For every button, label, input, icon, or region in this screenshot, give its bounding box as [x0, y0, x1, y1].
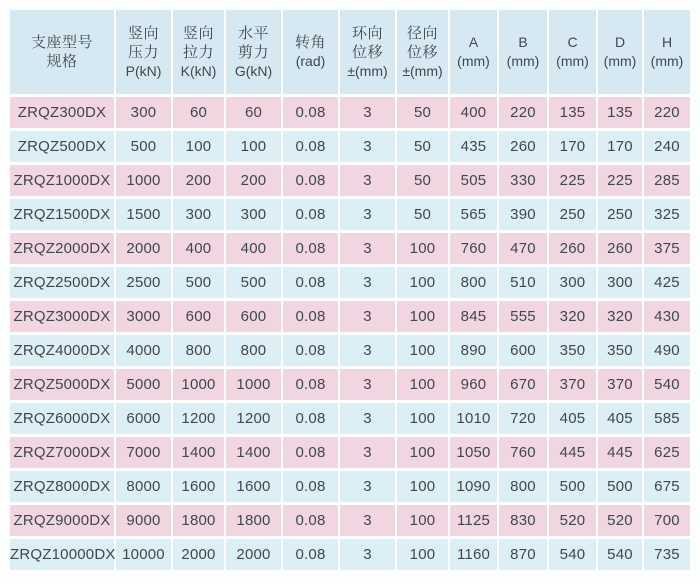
cell-model: ZRQZ500DX: [10, 131, 114, 162]
header-line: H: [661, 34, 673, 50]
cell-a: 1050: [450, 437, 497, 468]
cell-model: ZRQZ3000DX: [10, 301, 114, 332]
header-line: D: [614, 34, 626, 50]
header-line: 转角: [294, 34, 326, 51]
cell-d: 350: [598, 335, 642, 366]
cell-d: 370: [598, 369, 642, 400]
table-header: [10, 10, 690, 94]
table-row: [10, 403, 690, 434]
cell-p: 6000: [116, 403, 171, 434]
cell-b: 600: [499, 335, 547, 366]
cell-b: 800: [499, 471, 547, 502]
cell-k: 1200: [173, 403, 224, 434]
cell-a: 890: [450, 335, 497, 366]
cell-g: 600: [226, 301, 281, 332]
cell-rad: 0.08: [283, 437, 338, 468]
cell-c: 260: [549, 233, 596, 264]
table-row: [10, 131, 690, 162]
cell-c: 300: [549, 267, 596, 298]
table-body: [10, 97, 690, 570]
cell-radial: 100: [397, 505, 448, 536]
cell-ring: 3: [340, 437, 395, 468]
cell-b: 670: [499, 369, 547, 400]
cell-model: ZRQZ5000DX: [10, 369, 114, 400]
cell-model: ZRQZ7000DX: [10, 437, 114, 468]
cell-d: 260: [598, 233, 642, 264]
cell-p: 2500: [116, 267, 171, 298]
cell-k: 60: [173, 97, 224, 128]
cell-k: 1000: [173, 369, 224, 400]
cell-d: 320: [598, 301, 642, 332]
cell-a: 760: [450, 233, 497, 264]
table-row: [10, 199, 690, 230]
cell-h: 700: [644, 505, 690, 536]
cell-rad: 0.08: [283, 131, 338, 162]
cell-c: 135: [549, 97, 596, 128]
cell-h: 585: [644, 403, 690, 434]
cell-p: 2000: [116, 233, 171, 264]
cell-d: 500: [598, 471, 642, 502]
cell-a: 845: [450, 301, 497, 332]
cell-h: 540: [644, 369, 690, 400]
cell-h: 625: [644, 437, 690, 468]
cell-g: 1000: [226, 369, 281, 400]
cell-k: 1800: [173, 505, 224, 536]
cell-ring: 3: [340, 369, 395, 400]
header-cell-k: [173, 10, 224, 94]
cell-radial: 50: [397, 165, 448, 196]
header-line: 拉力: [182, 43, 214, 61]
header-line: C: [567, 34, 578, 50]
cell-a: 1160: [450, 539, 497, 570]
cell-model: ZRQZ2000DX: [10, 233, 114, 264]
cell-rad: 0.08: [283, 471, 338, 502]
cell-h: 285: [644, 165, 690, 196]
cell-b: 330: [499, 165, 547, 196]
cell-d: 405: [598, 403, 642, 434]
header-line: K(kN): [180, 62, 217, 79]
header-cell-rad: [283, 10, 338, 94]
header-line: 支座型号: [30, 34, 93, 51]
cell-h: 375: [644, 233, 690, 264]
header-cell-h: [644, 10, 690, 94]
header-cell-d: [598, 10, 642, 94]
spec-table-container: [8, 7, 692, 573]
header-line: 竖向: [127, 24, 159, 42]
cell-c: 320: [549, 301, 596, 332]
cell-c: 350: [549, 335, 596, 366]
cell-rad: 0.08: [283, 301, 338, 332]
cell-a: 435: [450, 131, 497, 162]
cell-g: 100: [226, 131, 281, 162]
cell-rad: 0.08: [283, 369, 338, 400]
cell-h: 220: [644, 97, 690, 128]
cell-k: 800: [173, 335, 224, 366]
cell-p: 500: [116, 131, 171, 162]
header-cell-model: [10, 10, 114, 94]
cell-g: 60: [226, 97, 281, 128]
cell-c: 445: [549, 437, 596, 468]
header-line: 水平: [237, 24, 269, 42]
table-row: [10, 505, 690, 536]
header-cell-p: [116, 10, 171, 94]
header-line: (rad): [295, 53, 326, 69]
header-line: 环向: [351, 24, 383, 42]
cell-g: 800: [226, 335, 281, 366]
header-line: (mm): [556, 53, 589, 69]
cell-k: 200: [173, 165, 224, 196]
table-row: [10, 165, 690, 196]
cell-ring: 3: [340, 199, 395, 230]
cell-radial: 100: [397, 335, 448, 366]
cell-g: 1800: [226, 505, 281, 536]
cell-model: ZRQZ6000DX: [10, 403, 114, 434]
cell-g: 1200: [226, 403, 281, 434]
bearing-spec-table: [8, 7, 692, 573]
cell-b: 390: [499, 199, 547, 230]
cell-k: 500: [173, 267, 224, 298]
cell-p: 1000: [116, 165, 171, 196]
cell-ring: 3: [340, 233, 395, 264]
cell-d: 445: [598, 437, 642, 468]
cell-p: 7000: [116, 437, 171, 468]
cell-k: 2000: [173, 539, 224, 570]
cell-p: 300: [116, 97, 171, 128]
cell-c: 540: [549, 539, 596, 570]
cell-model: ZRQZ2500DX: [10, 267, 114, 298]
cell-radial: 100: [397, 267, 448, 298]
cell-a: 565: [450, 199, 497, 230]
table-row: [10, 301, 690, 332]
cell-p: 1500: [116, 199, 171, 230]
cell-a: 960: [450, 369, 497, 400]
cell-h: 425: [644, 267, 690, 298]
cell-radial: 100: [397, 369, 448, 400]
header-line: 规格: [46, 53, 78, 70]
cell-h: 675: [644, 471, 690, 502]
cell-g: 400: [226, 233, 281, 264]
cell-radial: 50: [397, 97, 448, 128]
cell-b: 555: [499, 301, 547, 332]
header-cell-c: [549, 10, 596, 94]
cell-b: 830: [499, 505, 547, 536]
cell-ring: 3: [340, 97, 395, 128]
cell-c: 520: [549, 505, 596, 536]
cell-h: 430: [644, 301, 690, 332]
cell-p: 3000: [116, 301, 171, 332]
cell-d: 135: [598, 97, 642, 128]
cell-g: 500: [226, 267, 281, 298]
header-line: 压力: [127, 43, 159, 61]
cell-c: 405: [549, 403, 596, 434]
header-line: 位移: [351, 43, 383, 61]
cell-rad: 0.08: [283, 267, 338, 298]
cell-b: 510: [499, 267, 547, 298]
cell-d: 250: [598, 199, 642, 230]
header-line: 竖向: [182, 24, 214, 42]
header-line: (mm): [650, 53, 684, 69]
table-row: [10, 97, 690, 128]
header-line: 径向: [406, 24, 438, 42]
table-row: [10, 471, 690, 502]
cell-d: 225: [598, 165, 642, 196]
cell-rad: 0.08: [283, 335, 338, 366]
cell-h: 490: [644, 335, 690, 366]
cell-k: 600: [173, 301, 224, 332]
cell-radial: 100: [397, 233, 448, 264]
header-line: 剪力: [237, 43, 269, 61]
cell-k: 100: [173, 131, 224, 162]
cell-a: 1125: [450, 505, 497, 536]
header-line: (mm): [457, 53, 490, 69]
cell-ring: 3: [340, 471, 395, 502]
cell-model: ZRQZ4000DX: [10, 335, 114, 366]
cell-ring: 3: [340, 539, 395, 570]
cell-ring: 3: [340, 505, 395, 536]
header-line: A: [468, 34, 479, 50]
cell-b: 260: [499, 131, 547, 162]
cell-d: 540: [598, 539, 642, 570]
cell-a: 505: [450, 165, 497, 196]
cell-rad: 0.08: [283, 165, 338, 196]
cell-rad: 0.08: [283, 403, 338, 434]
header-cell-ring: [340, 10, 395, 94]
cell-b: 470: [499, 233, 547, 264]
cell-p: 8000: [116, 471, 171, 502]
header-line: (mm): [506, 53, 540, 69]
cell-c: 170: [549, 131, 596, 162]
header-line: P(kN): [125, 62, 162, 79]
cell-d: 520: [598, 505, 642, 536]
header-line: B: [518, 34, 528, 50]
cell-k: 300: [173, 199, 224, 230]
cell-ring: 3: [340, 335, 395, 366]
cell-c: 250: [549, 199, 596, 230]
cell-p: 9000: [116, 505, 171, 536]
cell-p: 5000: [116, 369, 171, 400]
table-row: [10, 369, 690, 400]
cell-g: 1400: [226, 437, 281, 468]
cell-ring: 3: [340, 131, 395, 162]
cell-a: 1090: [450, 471, 497, 502]
cell-radial: 100: [397, 471, 448, 502]
header-line: ±(mm): [402, 62, 443, 79]
cell-radial: 100: [397, 403, 448, 434]
table-row: [10, 335, 690, 366]
cell-radial: 100: [397, 437, 448, 468]
cell-rad: 0.08: [283, 199, 338, 230]
cell-radial: 100: [397, 539, 448, 570]
cell-g: 1600: [226, 471, 281, 502]
cell-d: 170: [598, 131, 642, 162]
cell-ring: 3: [340, 301, 395, 332]
cell-k: 1400: [173, 437, 224, 468]
cell-radial: 50: [397, 199, 448, 230]
table-row: [10, 267, 690, 298]
cell-rad: 0.08: [283, 539, 338, 570]
cell-k: 400: [173, 233, 224, 264]
cell-model: ZRQZ300DX: [10, 97, 114, 128]
cell-d: 300: [598, 267, 642, 298]
cell-g: 300: [226, 199, 281, 230]
cell-a: 1010: [450, 403, 497, 434]
header-cell-a: [450, 10, 497, 94]
table-row: [10, 437, 690, 468]
cell-g: 200: [226, 165, 281, 196]
cell-c: 370: [549, 369, 596, 400]
cell-a: 400: [450, 97, 497, 128]
cell-model: ZRQZ9000DX: [10, 505, 114, 536]
cell-model: ZRQZ1500DX: [10, 199, 114, 230]
cell-rad: 0.08: [283, 505, 338, 536]
cell-b: 760: [499, 437, 547, 468]
table-row: [10, 233, 690, 264]
cell-a: 800: [450, 267, 497, 298]
cell-rad: 0.08: [283, 97, 338, 128]
cell-radial: 50: [397, 131, 448, 162]
cell-h: 325: [644, 199, 690, 230]
cell-model: ZRQZ1000DX: [10, 165, 114, 196]
cell-rad: 0.08: [283, 233, 338, 264]
table-row: [10, 539, 690, 570]
cell-b: 720: [499, 403, 547, 434]
cell-c: 500: [549, 471, 596, 502]
cell-b: 870: [499, 539, 547, 570]
header-cell-b: [499, 10, 547, 94]
cell-h: 240: [644, 131, 690, 162]
cell-p: 10000: [116, 539, 171, 570]
cell-radial: 100: [397, 301, 448, 332]
header-cell-radial: [397, 10, 448, 94]
cell-ring: 3: [340, 403, 395, 434]
cell-h: 735: [644, 539, 690, 570]
cell-b: 220: [499, 97, 547, 128]
cell-k: 1600: [173, 471, 224, 502]
cell-model: ZRQZ8000DX: [10, 471, 114, 502]
header-line: G(kN): [234, 62, 273, 79]
cell-c: 225: [549, 165, 596, 196]
header-line: (mm): [603, 53, 637, 69]
cell-ring: 3: [340, 267, 395, 298]
header-line: ±(mm): [347, 62, 388, 79]
cell-g: 2000: [226, 539, 281, 570]
header-row: [10, 10, 690, 94]
cell-ring: 3: [340, 165, 395, 196]
header-cell-g: [226, 10, 281, 94]
header-line: 位移: [406, 43, 438, 61]
cell-p: 4000: [116, 335, 171, 366]
cell-model: ZRQZ10000DX: [10, 539, 114, 570]
